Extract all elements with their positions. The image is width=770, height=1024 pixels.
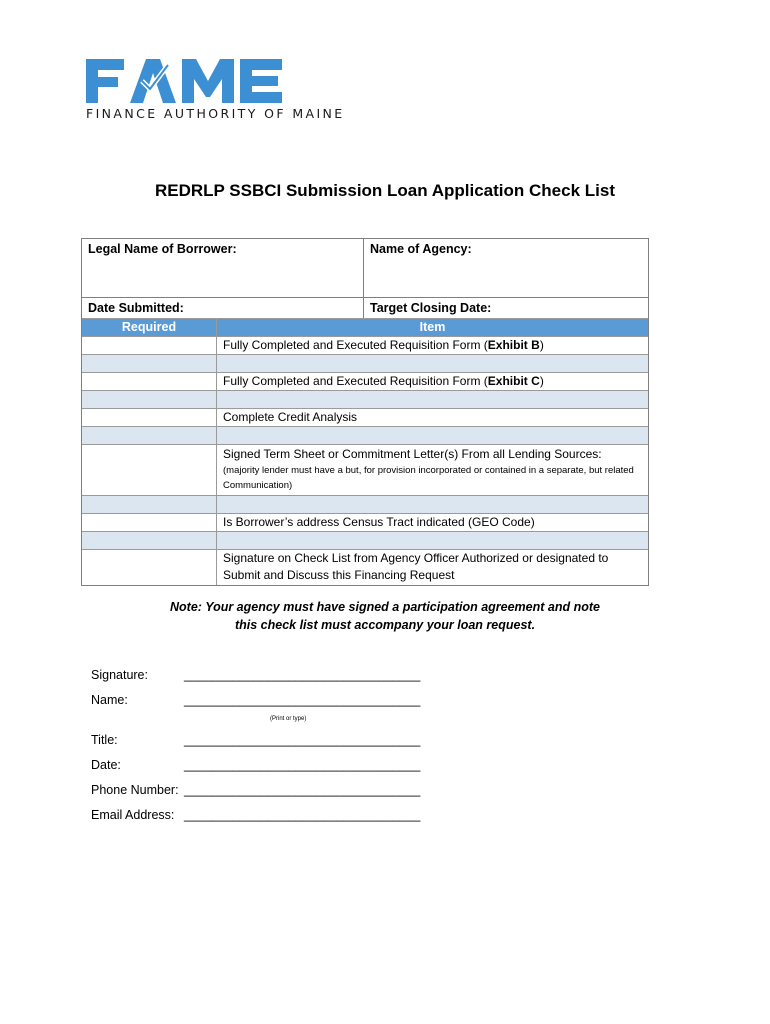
item-cell: [217, 355, 649, 373]
note-line-1: Note: Your agency must have signed a participation agreement and note: [170, 600, 600, 614]
required-cell[interactable]: [82, 496, 217, 514]
table-row: [82, 514, 648, 532]
table-row: [82, 337, 648, 355]
note: [0, 598, 770, 634]
required-cell[interactable]: [82, 355, 217, 373]
item-cell: Complete Credit Analysis: [217, 409, 649, 427]
required-cell[interactable]: [82, 409, 217, 427]
required-cell[interactable]: [82, 550, 217, 586]
table-row: [82, 391, 648, 409]
date-line[interactable]: __________________________________: [184, 758, 421, 772]
legal-name-label: Legal Name of Borrower:: [88, 242, 237, 256]
table-row: [82, 355, 648, 373]
date-label: Date:: [91, 758, 121, 772]
required-cell[interactable]: [82, 373, 217, 391]
item-cell: Fully Completed and Executed Requisition Form (Exhibit C): [217, 373, 649, 391]
table-row: [82, 427, 648, 445]
required-cell[interactable]: [82, 337, 217, 355]
agency-label: Name of Agency:: [370, 242, 472, 256]
email-line[interactable]: __________________________________: [184, 808, 421, 822]
table-row: [82, 532, 648, 550]
signature-line[interactable]: __________________________________: [184, 668, 421, 682]
required-cell[interactable]: [82, 532, 217, 550]
required-cell[interactable]: [82, 391, 217, 409]
title-line[interactable]: __________________________________: [184, 733, 421, 747]
name-line[interactable]: __________________________________: [184, 693, 421, 707]
checklist-table: [82, 318, 648, 585]
table-row: [82, 496, 648, 514]
phone-row: [91, 783, 421, 797]
logo-subtitle: FINANCE AUTHORITY OF MAINE: [86, 106, 345, 121]
phone-line[interactable]: __________________________________: [184, 783, 421, 797]
page-title: REDRLP SSBCI Submission Loan Application Check List: [154, 181, 615, 200]
item-cell: Fully Completed and Executed Requisition Form (Exhibit B): [217, 337, 649, 355]
item-cell: Signed Term Sheet or Commitment Letter(s) From all Lending Sources: (majority lender must have a but, for provision incorporated or contained in a separate, but related Communication): [217, 445, 649, 496]
legal-name-field[interactable]: [82, 239, 364, 297]
agency-field[interactable]: [364, 239, 648, 297]
required-cell[interactable]: [82, 445, 217, 496]
table-row: [82, 445, 648, 496]
note-line-2: this check list must accompany your loan request.: [234, 618, 536, 632]
col-required-header: Required: [82, 319, 217, 337]
item-note: (majority lender must have a but, for provision incorporated or contained in a separate, but related Communication): [223, 465, 634, 491]
table-header-row: [82, 319, 648, 337]
item-cell: [217, 496, 649, 514]
item-cell: [217, 427, 649, 445]
item-cell: [217, 532, 649, 550]
signature-row: [91, 668, 421, 682]
signature-label: Signature:: [91, 668, 148, 682]
name-row: [91, 693, 421, 707]
item-cell: Signature on Check List from Agency Officer Authorized or designated to Submit and Discuss this Financing Request: [217, 550, 649, 586]
checklist-form: [81, 238, 649, 586]
email-label: Email Address:: [91, 808, 175, 822]
print-hint: (Print or type): [270, 716, 307, 722]
target-closing-field[interactable]: [364, 298, 648, 318]
name-label: Name:: [91, 693, 128, 707]
target-closing-label: Target Closing Date:: [370, 301, 492, 315]
title-row: [91, 733, 421, 747]
email-row: [91, 808, 421, 822]
table-row: [82, 373, 648, 391]
required-cell[interactable]: [82, 514, 217, 532]
table-row: [82, 409, 648, 427]
date-row: [91, 758, 421, 772]
title-label: Title:: [91, 733, 118, 747]
date-submitted-field[interactable]: [82, 298, 364, 318]
required-cell[interactable]: [82, 427, 217, 445]
item-cell: Is Borrower’s address Census Tract indicated (GEO Code): [217, 514, 649, 532]
item-cell: [217, 391, 649, 409]
col-item-header: Item: [217, 319, 649, 337]
table-row: [82, 550, 648, 586]
date-submitted-label: Date Submitted:: [88, 301, 184, 315]
phone-label: Phone Number:: [91, 783, 179, 797]
